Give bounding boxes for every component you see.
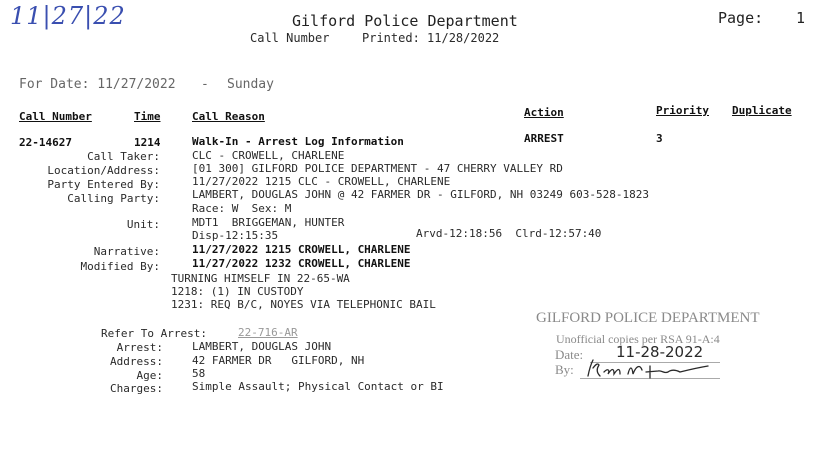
note-line-3: 1231: REQ B/C, NOYES VIA TELEPHONIC BAIL: [171, 298, 436, 311]
col-action: Action: [524, 106, 564, 119]
location-label: Location/Address:: [47, 164, 160, 177]
stamp-date-label: Date:: [555, 347, 584, 362]
col-call-number: Call Number: [19, 110, 92, 123]
modified-by-value: 11/27/2022 1232 CROWELL, CHARLENE: [192, 257, 411, 270]
age-value: 58: [192, 367, 206, 380]
note-line-2: 1218: (1) IN CUSTODY: [171, 285, 304, 298]
unit-value: MDT1 BRIGGEMAN, HUNTER: [192, 216, 345, 229]
refer-to-arrest-label: Refer To Arrest:: [101, 327, 207, 340]
page-number: 1: [796, 9, 806, 27]
for-date: For Date: 11/27/2022: [19, 77, 176, 92]
entry-priority: 3: [656, 132, 663, 145]
stamp-date-value: 11-28-2022: [616, 343, 704, 361]
calling-party-value: LAMBERT, DOUGLAS JOHN @ 42 FARMER DR - GILFORD, NH 03249 603-528-1823: [192, 188, 649, 201]
race-sex: Race: W Sex: M: [192, 202, 292, 215]
disp-time: Disp-12:15:35: [192, 229, 279, 242]
report-subtitle: Call Number: [250, 31, 330, 45]
stamp-unofficial-note: Unofficial copies per RSA 91-A:4: [556, 332, 720, 346]
entry-time: 1214: [134, 136, 161, 149]
charges-value: Simple Assault; Physical Contact or BI: [192, 380, 444, 393]
note-line-1: TURNING HIMSELF IN 22-65-WA: [171, 272, 350, 285]
for-date-day: Sunday: [227, 77, 274, 92]
modified-by-label: Modified By:: [80, 260, 160, 273]
handwritten-date: 11|27|22: [10, 2, 126, 30]
address-label: Address:: [110, 355, 163, 368]
unit-label: Unit:: [126, 218, 160, 231]
signature-icon: [584, 356, 719, 382]
stamp-department: GILFORD POLICE DEPARTMENT: [536, 310, 760, 326]
stamp-by-label: By:: [555, 362, 574, 377]
printed-date: Printed: 11/28/2022: [362, 31, 500, 45]
col-time: Time: [134, 110, 161, 123]
calling-party-label: Calling Party:: [67, 192, 160, 205]
party-entered-label: Party Entered By:: [47, 178, 160, 191]
party-entered-value: 11/27/2022 1215 CLC - CROWELL, CHARLENE: [192, 175, 451, 188]
narrative-label: Narrative:: [93, 245, 160, 258]
call-taker-value: CLC - CROWELL, CHARLENE: [192, 149, 345, 162]
col-priority: Priority: [656, 104, 709, 117]
age-label: Age:: [136, 369, 163, 382]
location-value: [01 300] GILFORD POLICE DEPARTMENT - 47 CHERRY VALLEY RD: [192, 162, 563, 175]
arrest-value: LAMBERT, DOUGLAS JOHN: [192, 340, 332, 353]
entry-action: ARREST: [524, 132, 564, 145]
page-title: Gilford Police Department: [292, 12, 518, 30]
entry-call-number: 22-14627: [19, 136, 72, 149]
arrived-cleared-times: Arvd-12:18:56 Clrd-12:57:40: [416, 227, 602, 240]
refer-to-arrest-value: 22-716-AR: [238, 326, 298, 339]
arrest-label: Arrest:: [116, 341, 163, 354]
address-value: 42 FARMER DR GILFORD, NH: [192, 354, 365, 367]
charges-label: Charges:: [110, 382, 163, 395]
entry-call-reason: Walk-In - Arrest Log Information: [192, 135, 404, 148]
for-date-separator: -: [201, 77, 209, 92]
col-call-reason: Call Reason: [192, 110, 265, 123]
page-label: Page:: [718, 9, 764, 27]
call-taker-label: Call Taker:: [87, 150, 160, 163]
col-duplicate: Duplicate: [732, 104, 792, 117]
narrative-value: 11/27/2022 1215 CROWELL, CHARLENE: [192, 243, 411, 256]
